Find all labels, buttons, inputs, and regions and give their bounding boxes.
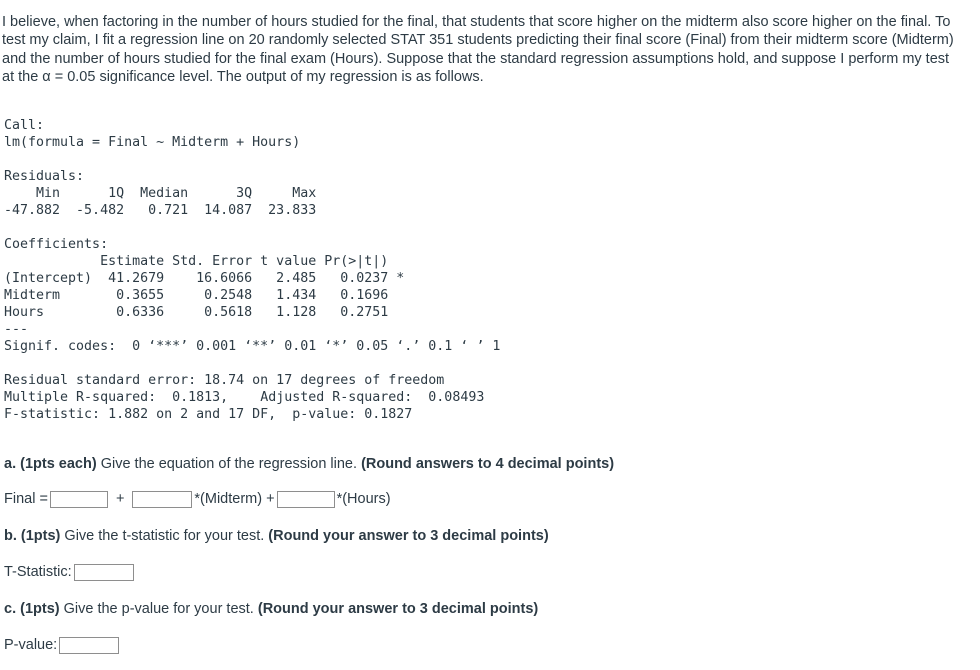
p-value-input[interactable] xyxy=(59,637,119,654)
question-a-note: (Round answers to 4 decimal points) xyxy=(361,456,615,472)
final-label: Final = xyxy=(4,491,48,507)
r-call-output: Call: lm(formula = Final ~ Midterm + Hours) xyxy=(4,118,301,150)
question-b xyxy=(4,528,549,544)
p-value-row xyxy=(4,634,121,656)
midterm-term-label: *(Midterm) + xyxy=(194,491,275,507)
r-summary-output: Residual standard error: 18.74 on 17 degrees of freedom Multiple R-squared: 0.1813, Adjusted R-squared: 0.08493 F-statistic: 1.882 on 2 and 17 DF, p-value: 0.1827 xyxy=(4,373,485,422)
r-residuals-output: Residuals: Min 1Q Median 3Q Max -47.882 -5.482 0.721 14.087 23.833 xyxy=(4,169,317,218)
question-b-text: Give the t-statistic for your test. xyxy=(60,528,269,544)
question-c-note: (Round your answer to 3 decimal points) xyxy=(257,601,539,617)
question-c xyxy=(4,601,538,617)
t-statistic-row xyxy=(4,561,136,583)
question-c-prefix: c. (1pts) xyxy=(4,601,60,617)
equation-row xyxy=(4,488,391,510)
p-value-label: P-value: xyxy=(4,637,58,653)
question-c-text: Give the p-value for your test. xyxy=(59,601,258,617)
question-b-prefix: b. (1pts) xyxy=(4,528,61,544)
question-a-prefix: a. (1pts each) xyxy=(4,456,97,472)
t-statistic-label: T-Statistic: xyxy=(4,564,72,580)
hours-coef-input[interactable] xyxy=(277,491,335,508)
t-statistic-input[interactable] xyxy=(74,564,134,581)
intercept-input[interactable] xyxy=(50,491,108,508)
question-a-text: Give the equation of the regression line. xyxy=(96,456,362,472)
plus-sign: + xyxy=(115,491,125,507)
question-b-note: (Round your answer to 3 decimal points) xyxy=(268,528,549,544)
r-coefficients-output: Coefficients: Estimate Std. Error t value Pr(>|t|) (Intercept) 41.2679 16.6066 2.485 0.0237 * Midterm 0.3655 0.2548 1.434 0.1696 Hours 0.6336 0.5618 1.128 0.2751 --- Signif. codes: 0 ‘***’ 0.001 ‘**’ 0.01 ‘*’ 0.05 ‘.’ 0.1 ‘ ’ 1 xyxy=(4,237,501,354)
midterm-coef-input[interactable] xyxy=(132,491,192,508)
hours-term-label: *(Hours) xyxy=(336,491,391,507)
question-a xyxy=(4,456,614,472)
problem-intro: I believe, when factoring in the number of hours studied for the final, that students that score higher on the midterm also score higher on the final. To test my claim, I fit a regression line on 20 randomly selected STAT 351 students predicting their final score (Final) from their midterm score (Midterm) and the number of hours studied for the final exam (Hours). Suppose that the standard regression assumptions hold, and suppose I perform my test at the α = 0.05 significance level. The output of my regression is as follows. xyxy=(2,14,954,86)
